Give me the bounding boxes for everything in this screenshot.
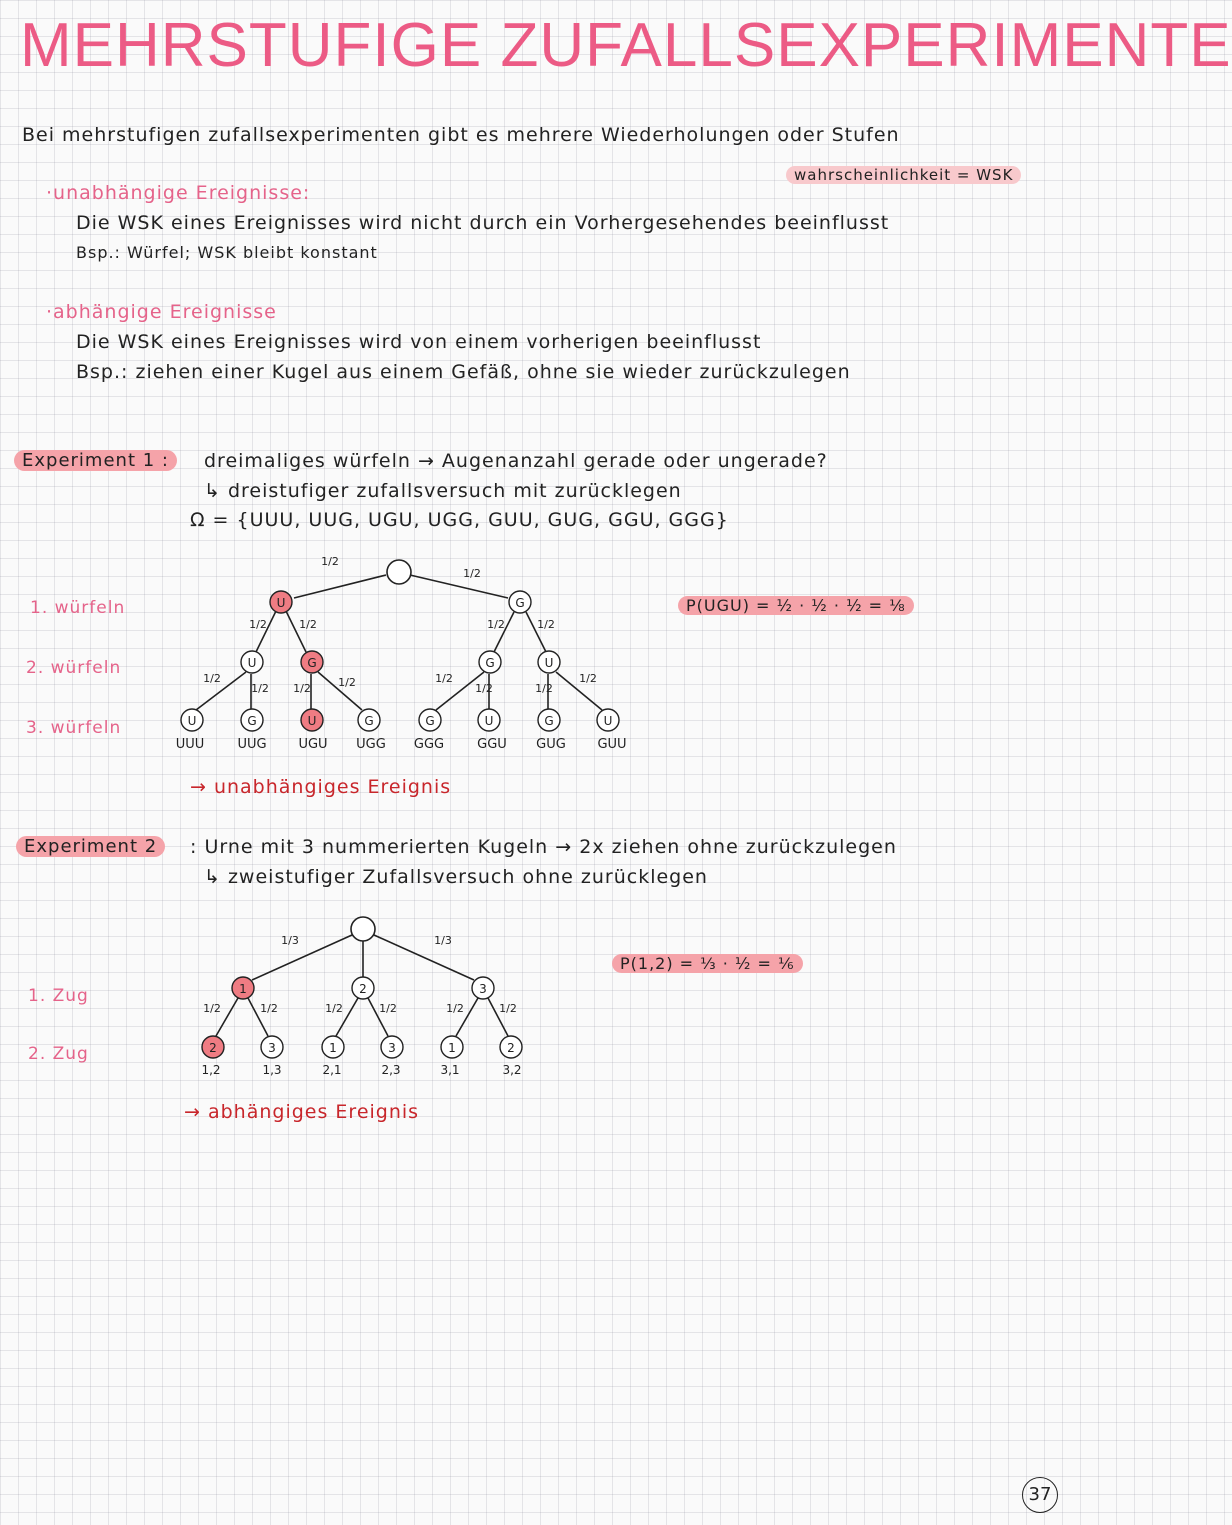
fraction-label: 1/2 [379, 1002, 397, 1015]
experiment1-line2: ↳ dreistufiger zufallsversuch mit zurücklegen [204, 480, 682, 502]
wsk-note: wahrscheinlichkeit = WSK [786, 166, 1021, 184]
svg-text:2: 2 [209, 1041, 217, 1055]
svg-text:U: U [484, 714, 494, 728]
svg-text:U: U [307, 714, 317, 728]
dependent-line1: Die WSK eines Ereignisses wird von einem vorherigen beeinflusst [76, 331, 762, 353]
outcome-label: 3,2 [502, 1063, 522, 1077]
outcome-label: UUG [237, 737, 267, 752]
outcome-label: GUU [597, 737, 627, 752]
fraction-label: 1/2 [435, 672, 453, 685]
outcome-label: 1,2 [201, 1063, 221, 1077]
svg-text:3: 3 [479, 982, 487, 996]
experiment2-result: → abhängiges Ereignis [184, 1101, 420, 1123]
exp2-root-node [351, 917, 375, 941]
svg-text:G: G [544, 714, 554, 728]
experiment1-label: Experiment 1 : [14, 450, 177, 471]
fraction-label: 1/2 [535, 682, 553, 695]
svg-text:1: 1 [448, 1041, 456, 1055]
svg-text:3: 3 [268, 1041, 276, 1055]
fraction-label: 1/2 [487, 618, 505, 631]
fraction-label: 1/2 [203, 1002, 221, 1015]
experiment1-result: → unabhängiges Ereignis [190, 776, 452, 798]
fraction-label: 1/2 [293, 682, 311, 695]
independent-line1: Die WSK eines Ereignisses wird nicht durch ein Vorhergesehendes beeinflusst [76, 212, 890, 234]
fraction-label: 1/2 [475, 682, 493, 695]
svg-text:G: G [425, 714, 435, 728]
svg-text:2: 2 [507, 1041, 515, 1055]
experiment1-sample-space: Ω = {UUU, UUG, UGU, UGG, GUU, GUG, GGU, GGG} [190, 509, 729, 531]
outcome-label: 2,1 [322, 1063, 342, 1077]
fraction-label: 1/2 [446, 1002, 464, 1015]
outcome-label: GGU [477, 737, 507, 752]
outcome-label: GUG [536, 737, 566, 752]
svg-text:G: G [485, 656, 495, 670]
experiment1-probability: P(UGU) = ½ · ½ · ½ = ⅛ [678, 596, 914, 615]
svg-text:U: U [276, 596, 286, 610]
svg-text:U: U [187, 714, 197, 728]
fraction-label: 1/2 [463, 567, 481, 580]
svg-text:G: G [307, 656, 317, 670]
fraction-label: 1/2 [579, 672, 597, 685]
outcome-label: UUU [175, 737, 205, 752]
exp1-root-node [387, 560, 411, 584]
fraction-label: 1/2 [537, 618, 555, 631]
svg-text:G: G [364, 714, 374, 728]
experiment1-line1: dreimaliges würfeln → Augenanzahl gerade oder ungerade? [204, 450, 828, 472]
dependent-line2: Bsp.: ziehen einer Kugel aus einem Gefäß, ohne sie wieder zurückzulegen [76, 361, 851, 383]
svg-text:1: 1 [239, 982, 247, 996]
svg-text:3: 3 [388, 1041, 396, 1055]
independent-line2: Bsp.: Würfel; WSK bleibt konstant [76, 243, 378, 262]
exp2-stage-1: 1. Zug [28, 986, 89, 1006]
experiment2-line1: : Urne mit 3 nummerierten Kugeln → 2x ziehen ohne zurückzulegen [190, 836, 897, 858]
fraction-label: 1/2 [260, 1002, 278, 1015]
fraction-label: 1/3 [281, 934, 299, 947]
svg-text:1: 1 [329, 1041, 337, 1055]
svg-text:G: G [515, 596, 525, 610]
exp1-stage-1: 1. würfeln [30, 598, 126, 618]
outcome-label: GGG [413, 737, 445, 752]
experiment2-label: Experiment 2 [16, 836, 165, 857]
svg-text:U: U [544, 656, 554, 670]
intro-text: Bei mehrstufigen zufallsexperimenten gibt es mehrere Wiederholungen oder Stufen [22, 124, 900, 146]
fraction-label: 1/2 [203, 672, 221, 685]
outcome-label: UGG [356, 737, 386, 752]
fraction-label: 1/2 [299, 618, 317, 631]
independent-heading: ·unabhängige Ereignisse: [46, 182, 311, 204]
fraction-label: 1/2 [321, 555, 339, 568]
fraction-label: 1/2 [338, 676, 356, 689]
fraction-label: 1/2 [325, 1002, 343, 1015]
fraction-label: 1/3 [434, 934, 452, 947]
fraction-label: 1/2 [251, 682, 269, 695]
svg-text:U: U [603, 714, 613, 728]
exp1-stage-2: 2. würfeln [26, 658, 122, 678]
outcome-label: 1,3 [262, 1063, 282, 1077]
experiment2-probability: P(1,2) = ⅓ · ½ = ⅙ [612, 954, 803, 973]
page-title: MEHRSTUFIGE ZUFALLSEXPERIMENTE [20, 11, 1232, 80]
exp2-stage-2: 2. Zug [28, 1044, 89, 1064]
fraction-label: 1/2 [249, 618, 267, 631]
outcome-label: 3,1 [440, 1063, 460, 1077]
experiment2-line2: ↳ zweistufiger Zufallsversuch ohne zurücklegen [204, 866, 708, 888]
outcome-label: 2,3 [381, 1063, 401, 1077]
outcome-label: UGU [298, 737, 328, 752]
dependent-heading: ·abhängige Ereignisse [46, 301, 277, 323]
svg-text:U: U [247, 656, 257, 670]
svg-text:2: 2 [359, 982, 367, 996]
fraction-label: 1/2 [499, 1002, 517, 1015]
page-number: 37 [1022, 1477, 1058, 1513]
exp1-stage-3: 3. würfeln [26, 718, 122, 738]
svg-text:G: G [247, 714, 257, 728]
